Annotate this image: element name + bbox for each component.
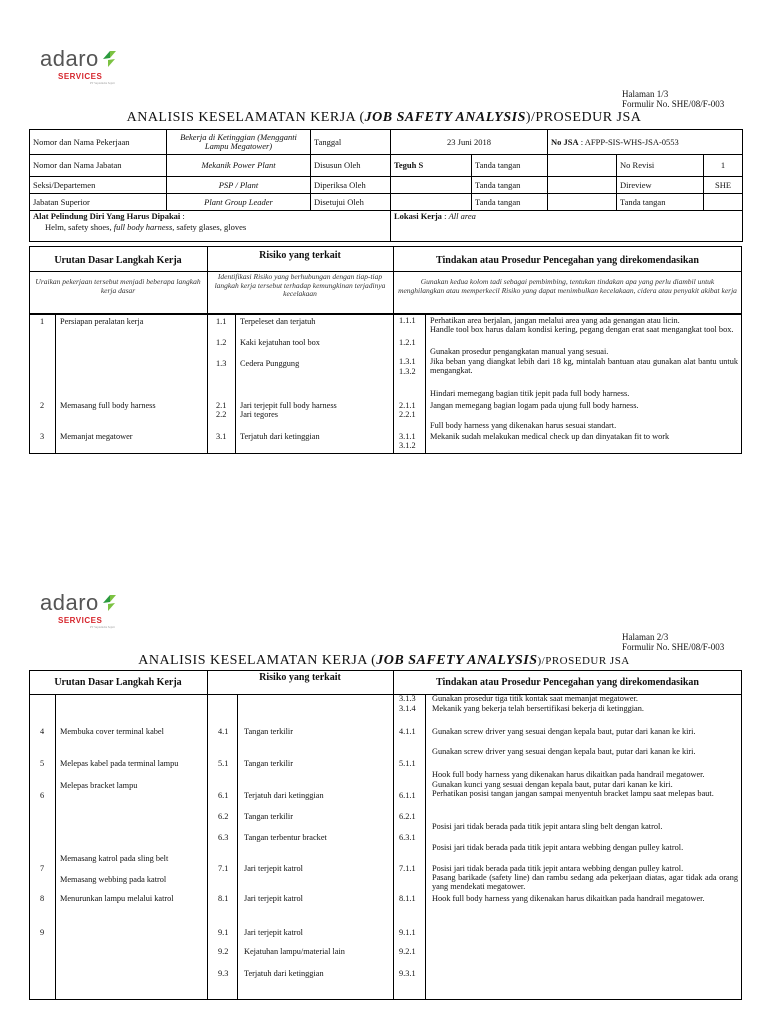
- header-risiko: Risiko yang terkait: [259, 250, 341, 261]
- risk-no: 2.1: [216, 401, 227, 410]
- logo-sub: SERVICES: [58, 616, 103, 625]
- lokasi-cell: Lokasi Kerja : All area: [391, 211, 743, 242]
- step-text: Persiapan peralatan kerja: [60, 317, 144, 326]
- action-text: Full body harness yang dikenakan harus sesuai standart.: [430, 421, 617, 430]
- jsa-number-cell: [548, 130, 743, 155]
- risk-text: Jari terjepit katrol: [244, 894, 303, 903]
- value-direview: SHE: [704, 177, 743, 194]
- step-no: 7: [40, 864, 45, 873]
- risk-text: Jari terjepit full body harness: [240, 401, 337, 410]
- header-urutan: Urutan Dasar Langkah Kerja: [54, 255, 182, 266]
- risk-no: 6.3: [218, 833, 229, 842]
- header-tindakan: Tindakan atau Prosedur Pencegahan yang direkomendasikan: [436, 255, 699, 266]
- step-text: Menurunkan lampu melalui katrol: [60, 894, 174, 903]
- action-no: 3.1.1: [399, 432, 416, 441]
- value-lokasi: All area: [448, 211, 476, 221]
- action-text: Gunakan prosedur tiga titik kontak saat memanjat megatower.: [432, 694, 638, 703]
- label-tanda-tangan-1: Tanda tangan: [472, 155, 548, 177]
- risk-no: 3.1: [216, 432, 227, 441]
- value-nomor-nama-jabatan: Mekanik Power Plant: [167, 155, 311, 177]
- divider-header: [29, 271, 742, 272]
- divider-col-2: [393, 670, 394, 1000]
- action-text: Mekanik yang bekerja telah bersertifikasi bekerja di ketinggian.: [432, 704, 644, 713]
- action-text: Hook full body harness yang dikenakan harus dikaitkan pada handrail megatower.: [432, 894, 705, 903]
- value-tanggal: 23 Juni 2018: [391, 130, 548, 155]
- action-no: 2.2.1: [399, 410, 416, 419]
- page-2: [0, 560, 768, 1024]
- logo-mark-icon: [101, 594, 117, 612]
- signature-box-4: [704, 194, 743, 211]
- header-urutan: Urutan Dasar Langkah Kerja: [54, 677, 182, 688]
- header-risiko: Risiko yang terkait: [259, 672, 341, 683]
- risk-text: Tangan terbentur bracket: [244, 833, 327, 842]
- risk-no: 1.2: [216, 338, 227, 347]
- divider-action-no: [425, 694, 426, 1000]
- action-no: 6.1.1: [399, 791, 416, 800]
- step-text: Memasang katrol pada sling belt: [60, 854, 169, 863]
- page-title: [0, 653, 768, 669]
- risk-no: 6.1: [218, 791, 229, 800]
- label-nomor-nama-jabatan: Nomor dan Nama Jabatan: [30, 155, 167, 177]
- apd-part-b: full body harness: [113, 222, 173, 232]
- risk-no: 9.2: [218, 947, 229, 956]
- logo-sub: SERVICES: [58, 72, 103, 81]
- action-text: Mekanik sudah melakukan medical check up dan dinyatakan fit to work: [430, 432, 670, 441]
- risk-text: Tangan terkilir: [244, 759, 293, 768]
- step-no: 2: [40, 401, 45, 410]
- step-text: Membuka cover terminal kabel: [60, 727, 164, 736]
- action-no: 9.2.1: [399, 947, 416, 956]
- action-no: 9.1.1: [399, 928, 416, 937]
- step-text: Memasang webbing pada katrol: [60, 875, 167, 884]
- risk-text: Terjatuh dari ketinggian: [240, 432, 320, 441]
- apd-cell: Alat Pelindung Diri Yang Harus Dipakai : Helm, safety shoes, full body harness, safety glases, gloves: [30, 211, 391, 242]
- signature-box-2: [548, 177, 617, 194]
- logo-tagline: PT Saptaindra Sejati: [90, 81, 115, 85]
- divider-step-no: [55, 314, 56, 454]
- risk-no: 7.1: [218, 864, 229, 873]
- title-part-c: )/PROSEDUR JSA: [525, 110, 642, 125]
- action-text: Jangan memegang bagian logam pada ujung full body harness.: [430, 401, 639, 410]
- label-direview: Direview: [617, 177, 704, 194]
- step-text: Melepas bracket lampu: [60, 781, 138, 790]
- risk-text: Jari tegores: [240, 410, 279, 419]
- step-no: 1: [40, 317, 45, 326]
- action-no: 3.1.2: [399, 441, 416, 450]
- label-no-revisi: No Revisi: [617, 155, 704, 177]
- divider-risk-no: [235, 314, 236, 454]
- action-text: Gunakan screw driver yang sesuai dengan kepala baut, putar dari kanan ke kiri.: [432, 727, 696, 736]
- action-text: Gunakan kunci yang sesuai dengan kepala baut, putar dari kanan ke kiri.: [432, 780, 673, 789]
- header-tindakan: Tindakan atau Prosedur Pencegahan yang direkomendasikan: [436, 677, 699, 688]
- title-part-b: JOB SAFETY ANALYSIS: [376, 653, 538, 668]
- form-number: Formulir No. SHE/08/F-003: [622, 642, 725, 652]
- action-text: Posisi jari tidak berada pada titik jepit antara webbing dengan pulley katrol.: [432, 864, 684, 873]
- step-no: 3: [40, 432, 45, 441]
- action-no: 3.1.3: [399, 694, 416, 703]
- risk-text: Terjatuh dari ketinggian: [244, 969, 324, 978]
- risk-text: Kaki kejatuhan tool box: [240, 338, 320, 347]
- label-diperiksa: Diperiksa Oleh: [311, 177, 391, 194]
- divider-risk-no: [237, 694, 238, 1000]
- risk-text: Jari terjepit katrol: [244, 928, 303, 937]
- risk-text: Kejatuhan lampu/material lain: [244, 947, 345, 956]
- label-jabatan-superior: Jabatan Superior: [30, 194, 167, 211]
- step-no: 8: [40, 894, 45, 903]
- risk-text: Tangan terkilir: [244, 812, 293, 821]
- signature-box-3: [548, 194, 617, 211]
- value-no-revisi: 1: [704, 155, 743, 177]
- risk-no: 4.1: [218, 727, 229, 736]
- action-text: Handle tool box harus dalam kondisi kering, pegang dengan erat saat mengangkat tool box.: [430, 325, 734, 334]
- risk-text: Terpeleset dan terjatuh: [240, 317, 316, 326]
- label-tanda-tangan-4: Tanda tangan: [617, 194, 704, 211]
- action-no: 9.3.1: [399, 969, 416, 978]
- risk-text: Tangan terkilir: [244, 727, 293, 736]
- action-no: 1.3.2: [399, 367, 416, 376]
- label-nomor-nama-pekerjaan: Nomor dan Nama Pekerjaan: [30, 130, 167, 155]
- divider-step-no: [55, 694, 56, 1000]
- action-no: 1.3.1: [399, 357, 416, 366]
- action-text: Gunakan screw driver yang sesuai dengan kepala baut, putar dari kanan ke kiri.: [432, 747, 696, 756]
- logo-tagline: PT Saptaindra Sejati: [90, 625, 115, 629]
- risk-no: 6.2: [218, 812, 229, 821]
- value-nomor-nama-pekerjaan: Bekerja di Ketinggian (Mengganti Lampu Megatower): [167, 130, 311, 155]
- divider-action-no: [425, 314, 426, 454]
- page-meta: [622, 89, 724, 109]
- divider-col-1: [207, 670, 208, 1000]
- value-diperiksa: [391, 177, 472, 194]
- label-tanggal: Tanggal: [311, 130, 391, 155]
- action-no: 3.1.4: [399, 704, 416, 713]
- action-no: 6.2.1: [399, 812, 416, 821]
- label-tanda-tangan-3: Tanda tangan: [472, 194, 548, 211]
- page-number: Halaman 1/3: [622, 89, 669, 99]
- risk-no: 2.2: [216, 410, 227, 419]
- page-meta: [622, 632, 724, 652]
- value-jabatan-superior: Plant Group Leader: [167, 194, 311, 211]
- title-part-c: )/PROSEDUR JSA: [537, 655, 630, 667]
- page-number: Halaman 2/3: [622, 632, 669, 642]
- risk-text: Cedera Punggung: [240, 359, 300, 368]
- action-text: Pasang barikade (safety line) dan rambu sedang ada pekerjaan diatas, agar tidak ada orang yang mendekati megatower.: [432, 873, 738, 891]
- info-table: [29, 129, 743, 242]
- label-seksi: Seksi/Departemen: [30, 177, 167, 194]
- step-no: 5: [40, 759, 45, 768]
- subheader-risiko: Identifikasi Risiko yang berhubungan dengan tiap-tiap langkah kerja tersebut terhadap kemungkinan terjadinya kecelakaan: [214, 272, 386, 298]
- risk-text: Jari terjepit katrol: [244, 864, 303, 873]
- apd-part-a: Helm, safety shoes,: [45, 222, 112, 232]
- step-no: 9: [40, 928, 45, 937]
- step-no: 6: [40, 791, 45, 800]
- label-lokasi: Lokasi Kerja: [394, 211, 442, 221]
- action-text: Jika beban yang diangkat lebih dari 18 kg, mintalah bantuan atau gunakan alat bantu untuk mengangkat.: [430, 357, 738, 375]
- page-title: [0, 110, 768, 126]
- action-no: 6.3.1: [399, 833, 416, 842]
- risk-no: 9.1: [218, 928, 229, 937]
- subheader-urutan: Uraikan pekerjaan tersebut menjadi beberapa langkah kerja dasar: [35, 277, 201, 295]
- action-text: Gunakan prosedur pengangkatan manual yang sesuai.: [430, 347, 609, 356]
- step-no: 4: [40, 727, 45, 736]
- value-seksi: PSP / Plant: [167, 177, 311, 194]
- action-text: Posisi jari tidak berada pada titik jepit antara sling belt dengan katrol.: [432, 822, 663, 831]
- action-no: 1.1.1: [399, 316, 416, 325]
- action-text: Perhatikan posisi tangan jangan sampai menyentuh bracket lampu saat melepas baut.: [432, 789, 714, 798]
- risk-no: 8.1: [218, 894, 229, 903]
- page-1: [0, 0, 768, 510]
- company-logo: [40, 590, 117, 629]
- signature-box-1: [548, 155, 617, 177]
- risk-no: 1.3: [216, 359, 227, 368]
- logo-word: adaro: [40, 46, 99, 71]
- step-text: Melepas kabel pada terminal lampu: [60, 759, 179, 768]
- logo-mark-icon: [101, 50, 117, 68]
- value-disetujui: [391, 194, 472, 211]
- action-text: Perhatikan area berjalan, jangan melalui area yang ada genangan atau licin.: [430, 316, 680, 325]
- jsa-body-page-2: [29, 670, 742, 1000]
- subheader-tindakan: Gunakan kedua kolom tadi sebagai pembimbing, tentukan tindakan apa yang perlu diambil untuk menghilangkan atau memperkecil Risiko yang dapat menimbulkan kecelakaan, cidera atau penyakit akibat kerja: [398, 277, 737, 295]
- label-apd: Alat Pelindung Diri Yang Harus Dipakai: [33, 211, 181, 221]
- logo-word: adaro: [40, 590, 99, 615]
- action-text: Posisi jari tidak berada pada titik jepit antara webbing dengan pulley katrol.: [432, 843, 684, 852]
- title-part-a: ANALISIS KESELAMATAN KERJA (: [126, 110, 365, 125]
- title-part-b: JOB SAFETY ANALYSIS: [364, 110, 526, 125]
- risk-no: 1.1: [216, 317, 227, 326]
- label-no-jsa: No JSA: [551, 136, 579, 147]
- apd-part-c: , safety glases, gloves: [172, 222, 247, 232]
- action-no: 1.2.1: [399, 338, 416, 347]
- action-no: 8.1.1: [399, 894, 416, 903]
- step-text: Memanjat megatower: [60, 432, 133, 441]
- action-no: 7.1.1: [399, 864, 416, 873]
- label-disusun: Disusun Oleh: [311, 155, 391, 177]
- step-text: Memasang full body harness: [60, 401, 156, 410]
- action-text: Hook full body harness yang dikenakan harus dikaitkan pada handrail megatower.: [432, 770, 705, 779]
- risk-text: Terjatuh dari ketinggian: [244, 791, 324, 800]
- label-tanda-tangan-2: Tanda tangan: [472, 177, 548, 194]
- value-disusun: Teguh S: [391, 155, 472, 177]
- company-logo: [40, 46, 117, 85]
- label-disetujui: Disetujui Oleh: [311, 194, 391, 211]
- action-text: Hindari memegang bagian titik jepit pada full body harness.: [430, 389, 630, 398]
- action-no: 5.1.1: [399, 759, 416, 768]
- risk-no: 5.1: [218, 759, 229, 768]
- action-no: 2.1.1: [399, 401, 416, 410]
- title-part-a: ANALISIS KESELAMATAN KERJA (: [138, 653, 377, 668]
- form-number: Formulir No. SHE/08/F-003: [622, 99, 725, 109]
- value-no-jsa: : AFPP-SIS-WHS-JSA-0553: [580, 136, 679, 147]
- action-no: 4.1.1: [399, 727, 416, 736]
- risk-no: 9.3: [218, 969, 229, 978]
